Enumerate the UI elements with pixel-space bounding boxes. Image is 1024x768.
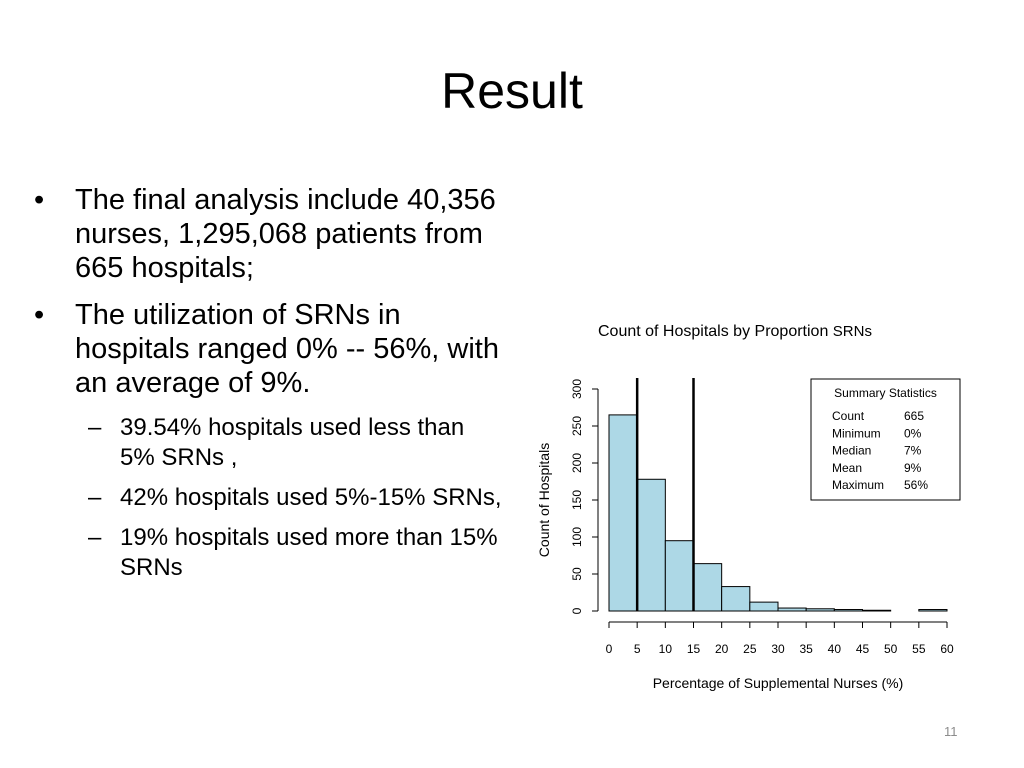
bullet-item [34,183,504,285]
histogram-bar [750,602,778,611]
histogram-bar [778,608,806,611]
x-tick-label: 30 [771,642,785,656]
summary-label: Minimum [832,426,881,441]
chart-title-main: Count of Hospitals by Proportion [598,323,833,340]
bullet-list [34,183,504,593]
y-tick-label: 300 [570,378,584,400]
page-number: 11 [944,724,958,739]
summary-value: 665 [904,409,925,423]
x-tick-label: 45 [855,642,870,656]
x-tick-label: 25 [743,642,757,656]
sub-bullet-text: 19% hospitals used more than 15% SRNs [120,524,498,581]
chart-title [598,323,872,341]
histogram-chart [530,365,990,705]
dash-icon: – [88,484,102,511]
x-tick-label: 5 [633,642,641,656]
sub-bullet-item [88,483,504,513]
sub-bullet-item [88,523,504,583]
y-tick-label: 200 [570,452,584,474]
bullet-dot-icon: • [34,299,45,331]
histogram-bar [609,415,637,611]
histogram-bar [722,587,750,611]
y-tick-label: 50 [570,567,584,581]
x-tick-label: 20 [714,642,729,656]
histogram-bar [863,610,891,611]
sub-bullet-text: 39.54% hospitals used less than 5% SRNs , [120,414,465,471]
x-tick-label: 35 [799,642,813,656]
x-tick-label: 50 [883,642,898,656]
x-tick-label: 15 [686,642,701,656]
y-tick-label: 150 [570,489,584,511]
bullet-dot-icon: • [34,184,45,216]
y-tick-label: 250 [570,415,584,437]
summary-title: Summary Statistics [834,386,937,400]
sub-bullet-text: 42% hospitals used 5%-15% SRNs, [120,484,502,511]
chart-title-suffix: SRNs [832,323,872,340]
summary-value: 56% [904,478,929,493]
x-tick-label: 40 [827,642,842,656]
summary-value: 7% [904,443,922,458]
x-tick-label: 55 [912,642,926,656]
slide-title: Result [441,63,583,119]
x-tick-label: 10 [658,642,673,656]
bullet-item [34,298,504,400]
summary-label: Count [832,409,865,423]
y-tick-label: 100 [570,526,584,548]
summary-label: Maximum [832,478,885,493]
bullet-text: The final analysis include 40,356 nurses, 1,295,068 patients from 665 hospitals; [75,184,496,284]
histogram-bar [834,610,862,611]
x-axis-label: Percentage of Supplemental Nurses (%) [652,675,904,691]
histogram-bar [665,541,693,611]
histogram-bar [806,609,834,611]
dash-icon: – [88,414,102,441]
histogram-bar [919,610,947,611]
summary-value: 0% [904,426,922,441]
summary-value: 9% [904,460,922,475]
y-tick-label: 0 [570,607,584,615]
dash-icon: – [88,524,102,551]
summary-label: Mean [832,460,863,475]
histogram-bar [694,564,722,611]
x-tick-label: 0 [605,642,613,656]
y-axis-label: Count of Hospitals [536,442,552,558]
bullet-text: The utilization of SRNs in hospitals ranged 0% -- 56%, with an average of 9%. [75,299,499,399]
summary-label: Median [832,443,872,458]
x-tick-label: 60 [940,642,954,656]
histogram-bar [637,479,665,611]
sub-bullet-item [88,413,504,473]
